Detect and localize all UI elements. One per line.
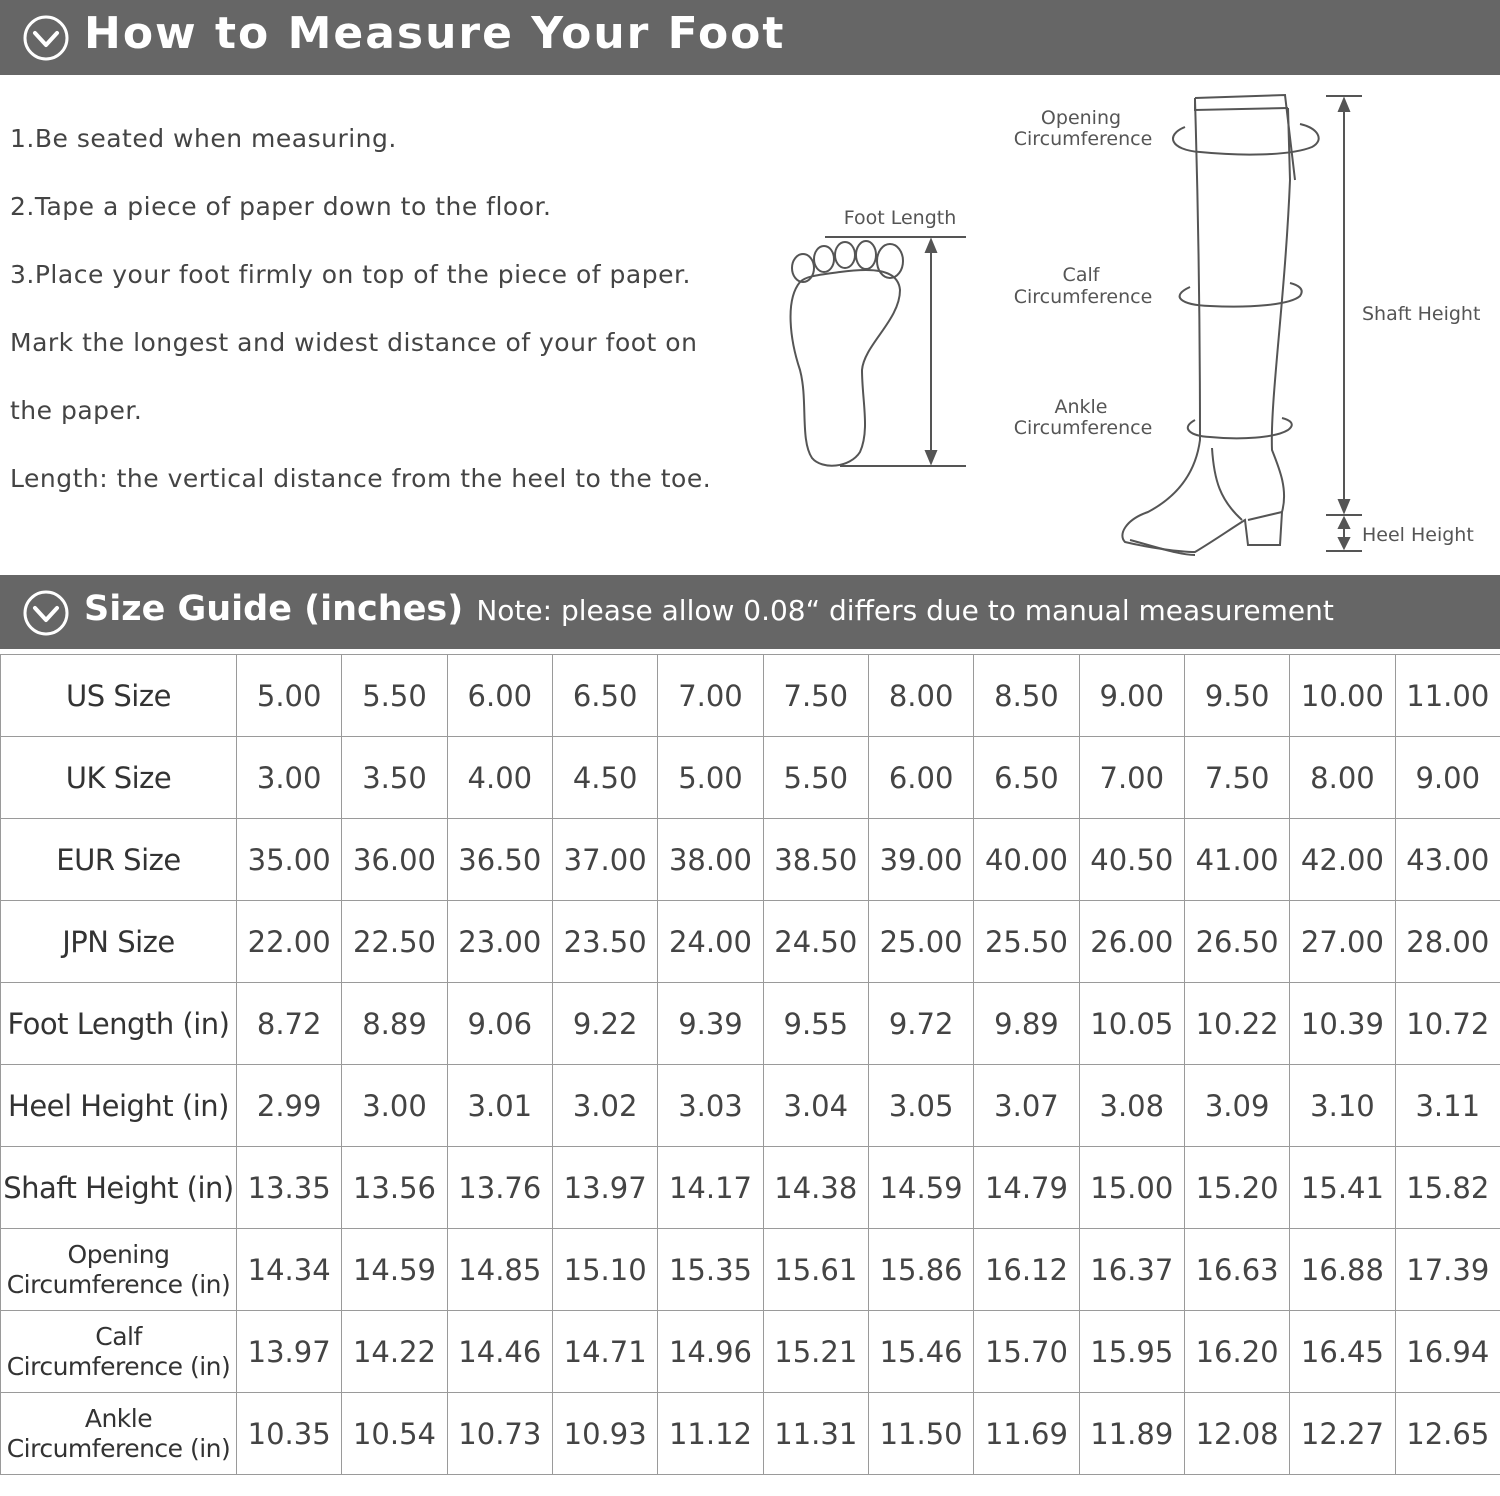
table-cell: 23.00 xyxy=(447,901,552,983)
row-header: JPN Size xyxy=(1,901,237,983)
table-cell: 9.72 xyxy=(868,983,973,1065)
table-cell: 8.00 xyxy=(868,655,973,737)
measure-header xyxy=(0,0,1500,75)
ankle-label: Circumference xyxy=(1013,417,1153,439)
table-cell: 9.00 xyxy=(1395,737,1500,819)
table-cell: 41.00 xyxy=(1184,819,1289,901)
table-cell: 3.08 xyxy=(1079,1065,1184,1147)
row-header: UK Size xyxy=(1,737,237,819)
table-cell: 23.50 xyxy=(552,901,657,983)
table-cell: 10.93 xyxy=(552,1393,657,1475)
table-cell: 26.50 xyxy=(1184,901,1289,983)
table-row xyxy=(1,983,1500,1065)
table-cell: 7.00 xyxy=(1079,737,1184,819)
table-cell: 11.31 xyxy=(763,1393,868,1475)
calf-label: Circumference xyxy=(1013,286,1153,308)
table-cell: 15.86 xyxy=(868,1229,973,1311)
table-cell: 17.39 xyxy=(1395,1229,1500,1311)
table-row xyxy=(1,1229,1500,1311)
table-cell: 9.89 xyxy=(974,983,1079,1065)
table-cell: 3.09 xyxy=(1184,1065,1289,1147)
table-cell: 10.35 xyxy=(237,1393,342,1475)
table-cell: 11.12 xyxy=(658,1393,763,1475)
table-cell: 15.82 xyxy=(1395,1147,1500,1229)
table-cell: 14.85 xyxy=(447,1229,552,1311)
table-cell: 13.97 xyxy=(237,1311,342,1393)
table-cell: 40.00 xyxy=(974,819,1079,901)
heel-height-dimension xyxy=(1326,518,1362,551)
table-cell: 10.39 xyxy=(1290,983,1395,1065)
table-cell: 3.00 xyxy=(342,1065,447,1147)
table-cell: 10.54 xyxy=(342,1393,447,1475)
table-cell: 9.06 xyxy=(447,983,552,1065)
table-cell: 3.11 xyxy=(1395,1065,1500,1147)
table-cell: 7.00 xyxy=(658,655,763,737)
step-line: 3.Place your foot firmly on top of the piece of paper. xyxy=(10,260,691,289)
table-cell: 9.50 xyxy=(1184,655,1289,737)
table-cell: 3.00 xyxy=(237,737,342,819)
table-cell: 5.00 xyxy=(237,655,342,737)
measurement-diagram xyxy=(760,80,1500,570)
table-cell: 16.12 xyxy=(974,1229,1079,1311)
table-cell: 14.59 xyxy=(342,1229,447,1311)
table-cell: 11.50 xyxy=(868,1393,973,1475)
table-cell: 3.05 xyxy=(868,1065,973,1147)
table-cell: 3.02 xyxy=(552,1065,657,1147)
table-cell: 16.37 xyxy=(1079,1229,1184,1311)
table-cell: 15.46 xyxy=(868,1311,973,1393)
row-header-line: Circumference (in) xyxy=(6,1351,231,1381)
table-cell: 14.17 xyxy=(658,1147,763,1229)
table-row xyxy=(1,1393,1500,1475)
table-cell: 9.00 xyxy=(1079,655,1184,737)
table-cell: 11.00 xyxy=(1395,655,1500,737)
table-cell: 12.08 xyxy=(1184,1393,1289,1475)
table-cell: 12.65 xyxy=(1395,1393,1500,1475)
step-line: 1.Be seated when measuring. xyxy=(10,124,397,153)
table-row xyxy=(1,1311,1500,1393)
row-header: Shaft Height (in) xyxy=(1,1147,237,1229)
foot-outline-icon xyxy=(791,241,903,466)
table-cell: 4.00 xyxy=(447,737,552,819)
table-cell: 7.50 xyxy=(763,655,868,737)
table-cell: 9.39 xyxy=(658,983,763,1065)
table-cell: 11.69 xyxy=(974,1393,1079,1475)
table-cell: 8.00 xyxy=(1290,737,1395,819)
table-cell: 3.50 xyxy=(342,737,447,819)
table-cell: 15.61 xyxy=(763,1229,868,1311)
table-cell: 5.00 xyxy=(658,737,763,819)
table-cell: 9.22 xyxy=(552,983,657,1065)
row-header xyxy=(1,1229,237,1311)
table-row xyxy=(1,1147,1500,1229)
row-header-line: Opening xyxy=(67,1239,170,1269)
opening-label: Circumference xyxy=(1013,128,1153,150)
table-cell: 37.00 xyxy=(552,819,657,901)
table-row xyxy=(1,737,1500,819)
table-cell: 25.50 xyxy=(974,901,1079,983)
table-cell: 15.10 xyxy=(552,1229,657,1311)
table-cell: 10.72 xyxy=(1395,983,1500,1065)
table-cell: 7.50 xyxy=(1184,737,1289,819)
table-cell: 38.00 xyxy=(658,819,763,901)
table-cell: 10.00 xyxy=(1290,655,1395,737)
table-cell: 14.22 xyxy=(342,1311,447,1393)
table-cell: 27.00 xyxy=(1290,901,1395,983)
table-cell: 8.89 xyxy=(342,983,447,1065)
table-cell: 26.00 xyxy=(1079,901,1184,983)
table-cell: 9.55 xyxy=(763,983,868,1065)
table-row xyxy=(1,1065,1500,1147)
table-row xyxy=(1,901,1500,983)
opening-label: Opening xyxy=(1040,107,1122,129)
table-cell: 15.35 xyxy=(658,1229,763,1311)
table-cell: 15.21 xyxy=(763,1311,868,1393)
table-cell: 39.00 xyxy=(868,819,973,901)
table-cell: 36.00 xyxy=(342,819,447,901)
table-cell: 14.38 xyxy=(763,1147,868,1229)
table-cell: 35.00 xyxy=(237,819,342,901)
table-cell: 16.45 xyxy=(1290,1311,1395,1393)
table-cell: 14.59 xyxy=(868,1147,973,1229)
row-header-line: Circumference (in) xyxy=(6,1433,231,1463)
heel-height-label: Heel Height xyxy=(1362,524,1474,546)
step-line: Length: the vertical distance from the heel to the toe. xyxy=(10,464,712,493)
table-cell: 13.97 xyxy=(552,1147,657,1229)
table-cell: 8.50 xyxy=(974,655,1079,737)
table-cell: 43.00 xyxy=(1395,819,1500,901)
table-cell: 16.88 xyxy=(1290,1229,1395,1311)
measure-steps xyxy=(10,117,730,525)
table-cell: 15.41 xyxy=(1290,1147,1395,1229)
size-guide-note: Note: please allow 0.08“ differs due to manual measurement xyxy=(476,594,1334,627)
shaft-height-dimension xyxy=(1326,96,1362,515)
table-cell: 2.99 xyxy=(237,1065,342,1147)
ankle-label: Ankle xyxy=(1054,396,1108,418)
table-cell: 8.72 xyxy=(237,983,342,1065)
size-guide-title: Size Guide (inches) xyxy=(84,589,464,629)
table-cell: 15.00 xyxy=(1079,1147,1184,1229)
table-cell: 14.34 xyxy=(237,1229,342,1311)
table-cell: 13.56 xyxy=(342,1147,447,1229)
table-cell: 28.00 xyxy=(1395,901,1500,983)
table-row xyxy=(1,819,1500,901)
chevron-down-circle-icon xyxy=(22,589,70,637)
table-cell: 36.50 xyxy=(447,819,552,901)
row-header: Foot Length (in) xyxy=(1,983,237,1065)
table-cell: 16.63 xyxy=(1184,1229,1289,1311)
step-line: Mark the longest and widest distance of your foot on xyxy=(10,328,698,357)
boot-outline-icon xyxy=(1122,95,1295,555)
table-cell: 6.50 xyxy=(552,655,657,737)
table-row xyxy=(1,655,1500,737)
table-cell: 38.50 xyxy=(763,819,868,901)
table-cell: 10.22 xyxy=(1184,983,1289,1065)
table-cell: 24.50 xyxy=(763,901,868,983)
table-cell: 16.94 xyxy=(1395,1311,1500,1393)
step-line: the paper. xyxy=(10,396,143,425)
table-cell: 3.10 xyxy=(1290,1065,1395,1147)
table-cell: 11.89 xyxy=(1079,1393,1184,1475)
table-cell: 10.73 xyxy=(447,1393,552,1475)
shaft-height-label: Shaft Height xyxy=(1362,303,1481,325)
table-cell: 40.50 xyxy=(1079,819,1184,901)
size-guide-header xyxy=(0,575,1500,649)
table-cell: 24.00 xyxy=(658,901,763,983)
table-cell: 42.00 xyxy=(1290,819,1395,901)
step-line: 2.Tape a piece of paper down to the floor. xyxy=(10,192,552,221)
row-header-line: Circumference (in) xyxy=(6,1269,231,1299)
table-cell: 14.71 xyxy=(552,1311,657,1393)
table-cell: 3.01 xyxy=(447,1065,552,1147)
table-cell: 10.05 xyxy=(1079,983,1184,1065)
table-cell: 14.96 xyxy=(658,1311,763,1393)
page-title: How to Measure Your Foot xyxy=(84,8,786,59)
row-header-line: Calf xyxy=(95,1321,142,1351)
chevron-down-circle-icon xyxy=(22,14,70,62)
row-header: US Size xyxy=(1,655,237,737)
table-cell: 3.03 xyxy=(658,1065,763,1147)
table-cell: 5.50 xyxy=(763,737,868,819)
table-cell: 22.00 xyxy=(237,901,342,983)
table-cell: 3.04 xyxy=(763,1065,868,1147)
table-cell: 15.95 xyxy=(1079,1311,1184,1393)
table-cell: 25.00 xyxy=(868,901,973,983)
table-cell: 6.50 xyxy=(974,737,1079,819)
row-header-line: Ankle xyxy=(84,1403,153,1433)
table-cell: 22.50 xyxy=(342,901,447,983)
row-header: EUR Size xyxy=(1,819,237,901)
table-cell: 6.00 xyxy=(447,655,552,737)
table-cell: 6.00 xyxy=(868,737,973,819)
table-cell: 5.50 xyxy=(342,655,447,737)
row-header xyxy=(1,1311,237,1393)
circumference-rings xyxy=(1173,124,1319,438)
table-cell: 13.35 xyxy=(237,1147,342,1229)
row-header xyxy=(1,1393,237,1475)
size-table xyxy=(0,654,1500,1475)
table-cell: 15.70 xyxy=(974,1311,1079,1393)
table-cell: 4.50 xyxy=(552,737,657,819)
table-cell: 14.79 xyxy=(974,1147,1079,1229)
table-cell: 13.76 xyxy=(447,1147,552,1229)
table-cell: 14.46 xyxy=(447,1311,552,1393)
row-header: Heel Height (in) xyxy=(1,1065,237,1147)
calf-label: Calf xyxy=(1062,264,1100,286)
table-cell: 3.07 xyxy=(974,1065,1079,1147)
table-cell: 15.20 xyxy=(1184,1147,1289,1229)
table-cell: 12.27 xyxy=(1290,1393,1395,1475)
table-cell: 16.20 xyxy=(1184,1311,1289,1393)
foot-length-label: Foot Length xyxy=(843,207,957,229)
